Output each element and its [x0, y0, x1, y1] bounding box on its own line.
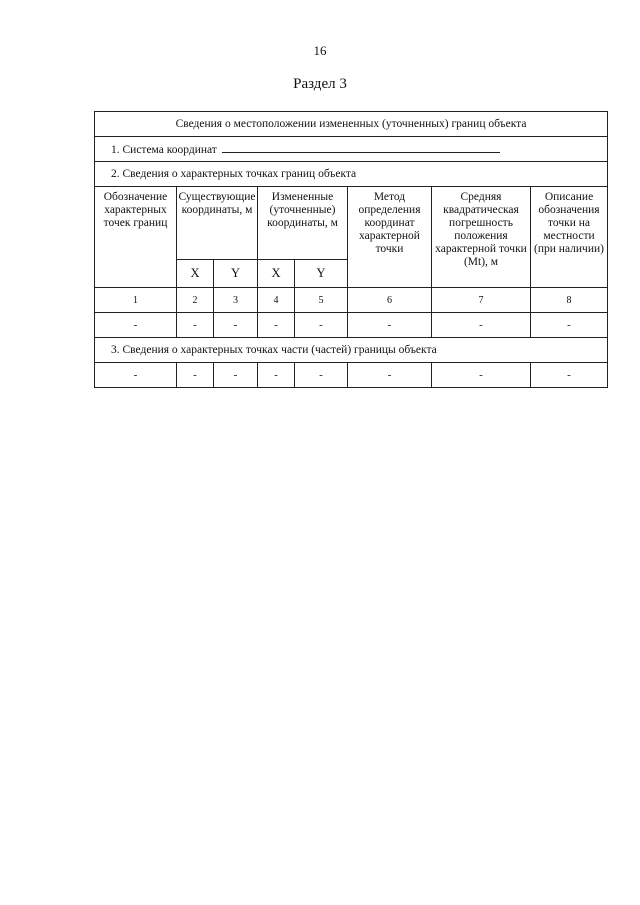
header-mean-error: Средняя квадратическая погрешность положения характерной точки (Mt), м — [432, 187, 531, 288]
data-cell: - — [177, 363, 214, 388]
column-number: 4 — [258, 288, 295, 313]
header-row — [95, 187, 608, 260]
data-cell: - — [531, 363, 608, 388]
data-cell: - — [531, 313, 608, 338]
data-cell: - — [95, 363, 177, 388]
coord-system-cell — [95, 137, 608, 162]
header-description: Описание обозначения точки на местности (при наличии) — [531, 187, 608, 288]
data-cell: - — [95, 313, 177, 338]
column-number: 5 — [295, 288, 348, 313]
data-cell: - — [258, 313, 295, 338]
subheader-changed-x: X — [258, 260, 295, 288]
header-changed-coordinates: Измененные (уточненные) координаты, м — [258, 187, 348, 260]
data-cell: - — [295, 363, 348, 388]
section2-row — [95, 162, 608, 187]
header-existing-coordinates: Существующие координаты, м — [177, 187, 258, 260]
data-cell: - — [295, 313, 348, 338]
table-row — [95, 313, 608, 338]
section3-label: 3. Сведения о характерных точках части (частей) границы объекта — [95, 338, 608, 363]
header-method: Метод определения координат характерной точки — [348, 187, 432, 288]
section2-label: 2. Сведения о характерных точках границ объекта — [95, 162, 608, 187]
column-number: 8 — [531, 288, 608, 313]
column-number: 6 — [348, 288, 432, 313]
data-cell: - — [432, 363, 531, 388]
section-title: Раздел 3 — [293, 76, 347, 92]
data-cell: - — [214, 313, 258, 338]
coord-system-blank-line — [222, 142, 500, 153]
header-point-designation: Обозначение характерных точек границ — [95, 187, 177, 288]
data-cell: - — [348, 363, 432, 388]
page-number: 16 — [313, 43, 327, 58]
column-number: 3 — [214, 288, 258, 313]
column-number: 2 — [177, 288, 214, 313]
table-row — [95, 363, 608, 388]
column-number: 1 — [95, 288, 177, 313]
data-cell: - — [214, 363, 258, 388]
table-banner-row — [95, 112, 608, 137]
coord-system-label: 1. Система координат — [111, 143, 217, 156]
data-cell: - — [258, 363, 295, 388]
boundary-points-table — [94, 111, 608, 388]
coord-system-row — [95, 137, 608, 162]
subheader-existing-y: Y — [214, 260, 258, 288]
column-number: 7 — [432, 288, 531, 313]
section3-row — [95, 338, 608, 363]
data-cell: - — [177, 313, 214, 338]
table-banner: Сведения о местоположении измененных (уточненных) границ объекта — [95, 112, 608, 137]
data-cell: - — [432, 313, 531, 338]
subheader-changed-y: Y — [295, 260, 348, 288]
data-cell: - — [348, 313, 432, 338]
subheader-existing-x: X — [177, 260, 214, 288]
column-number-row — [95, 288, 608, 313]
